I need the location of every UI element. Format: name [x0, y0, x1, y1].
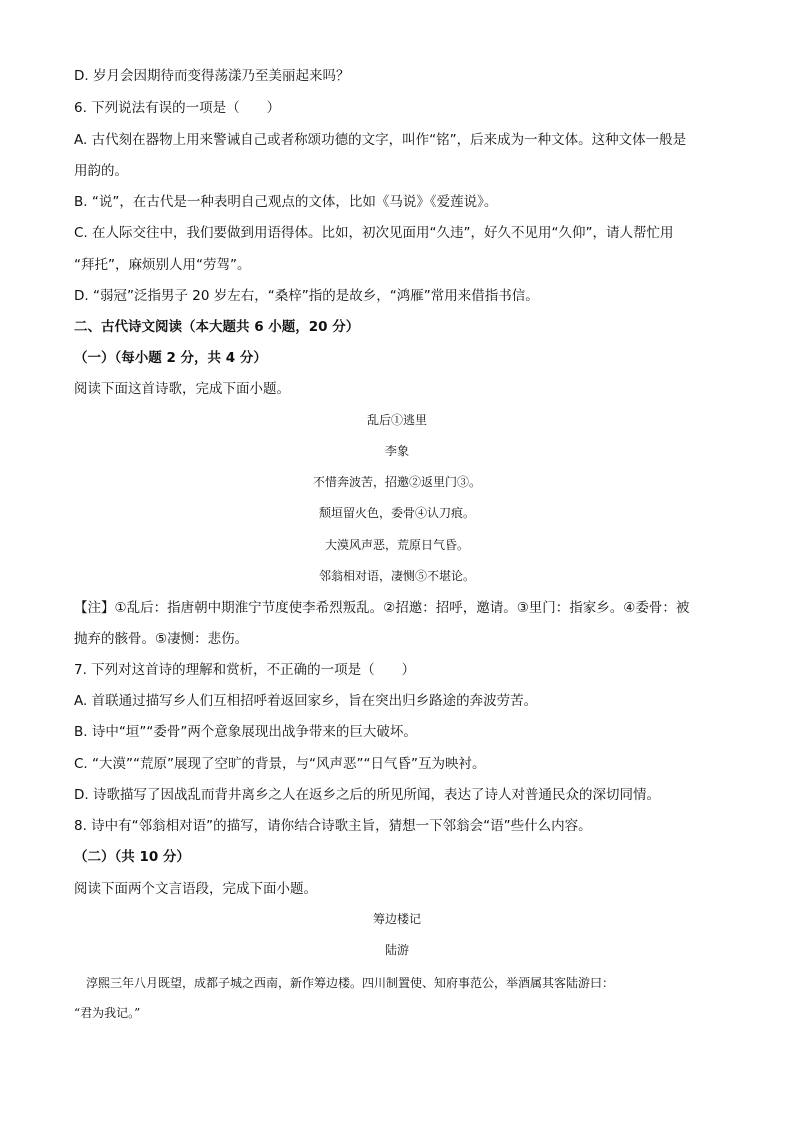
part2-instruction: 阅读下面两个文言语段，完成下面小题。: [74, 881, 317, 897]
q6-option-c-line1: C. 在人际交往中，我们要做到用语得体。比如，初次见面用“久违”，好久不见用“久仰”，请人帮忙用: [74, 225, 674, 241]
q6-stem: 6. 下列说法有误的一项是（ ）: [74, 100, 281, 116]
poem-author: 李象: [384, 444, 409, 458]
q6-option-a-line1: A. 古代刻在器物上用来警诫自己或者称颂功德的文字，叫作“铭”，后来成为一种文体。这种文体一般是: [74, 132, 687, 148]
q7-option-c: C. “大漠”“荒原”展现了空旷的背景，与“风声恶”“日气昏”互为映衬。: [74, 756, 486, 772]
q7-option-a: A. 首联通过描写乡人们互相招呼着返回家乡，旨在突出归乡路途的奔波劳苦。: [74, 693, 538, 709]
q7-stem: 7. 下列对这首诗的理解和赏析，不正确的一项是（ ）: [74, 662, 416, 678]
q6-option-d: D. “弱冠”泛指男子 20 岁左右，“桑梓”指的是故乡，“鸿雁”常用来借指书信。: [74, 288, 539, 304]
part1-title: （一）（每小题 2 分，共 4 分）: [74, 350, 267, 366]
section2-title: 二、古代诗文阅读（本大题共 6 小题，20 分）: [74, 319, 360, 335]
essay-paragraph-line2: “君为我记。”: [74, 1006, 141, 1020]
poem-notes-line1: 【注】①乱后：指唐朝中期淮宁节度使李希烈叛乱。②招邀：招呼，邀请。③里门：指家乡。④委骨：被: [74, 600, 690, 616]
part1-instruction: 阅读下面这首诗歌，完成下面小题。: [74, 381, 290, 397]
essay-paragraph-line1: 淳熙三年八月既望，成都子城之西南，新作筹边楼。四川制置使、知府事范公，举酒属其客陆游曰：: [86, 976, 615, 990]
poem-title: 乱后①逃里: [366, 413, 427, 427]
poem-line-4: 邻翁相对语，凄恻⑤不堪论。: [318, 569, 475, 583]
q6-option-c-line2: “拜托”，麻烦别人用“劳驾”。: [74, 257, 251, 273]
essay-author: 陆游: [384, 943, 409, 957]
part2-title: （二）（共 10 分）: [74, 849, 190, 865]
q7-option-d: D. 诗歌描写了因战乱而背井离乡之人在返乡之后的所见所闻，表达了诗人对普通民众的深切同情。: [74, 787, 660, 803]
q6-option-b: B. “说”，在古代是一种表明自己观点的文体，比如《马说》《爱莲说》。: [74, 194, 498, 210]
q7-option-b: B. 诗中“垣”“委骨”两个意象展现出战争带来的巨大破坏。: [74, 724, 417, 740]
q8-stem: 8. 诗中有“邻翁相对语”的描写，请你结合诗歌主旨，猜想一下邻翁会“语”些什么内容。: [74, 818, 592, 834]
poem-line-2: 颓垣留火色，委骨④认刀痕。: [318, 506, 475, 520]
poem-line-1: 不惜奔波苦，招邀②返里门③。: [312, 475, 481, 489]
poem-notes-line2: 抛弃的骸骨。⑤凄恻：悲伤。: [74, 631, 249, 647]
q6-option-a-line2: 用韵的。: [74, 163, 128, 179]
poem-line-3: 大漠风声恶，荒原日气昏。: [324, 538, 469, 552]
essay-title: 筹边楼记: [372, 912, 421, 926]
q5-option-d: D. 岁月会因期待而变得荡漾乃至美丽起来吗？: [74, 68, 350, 84]
